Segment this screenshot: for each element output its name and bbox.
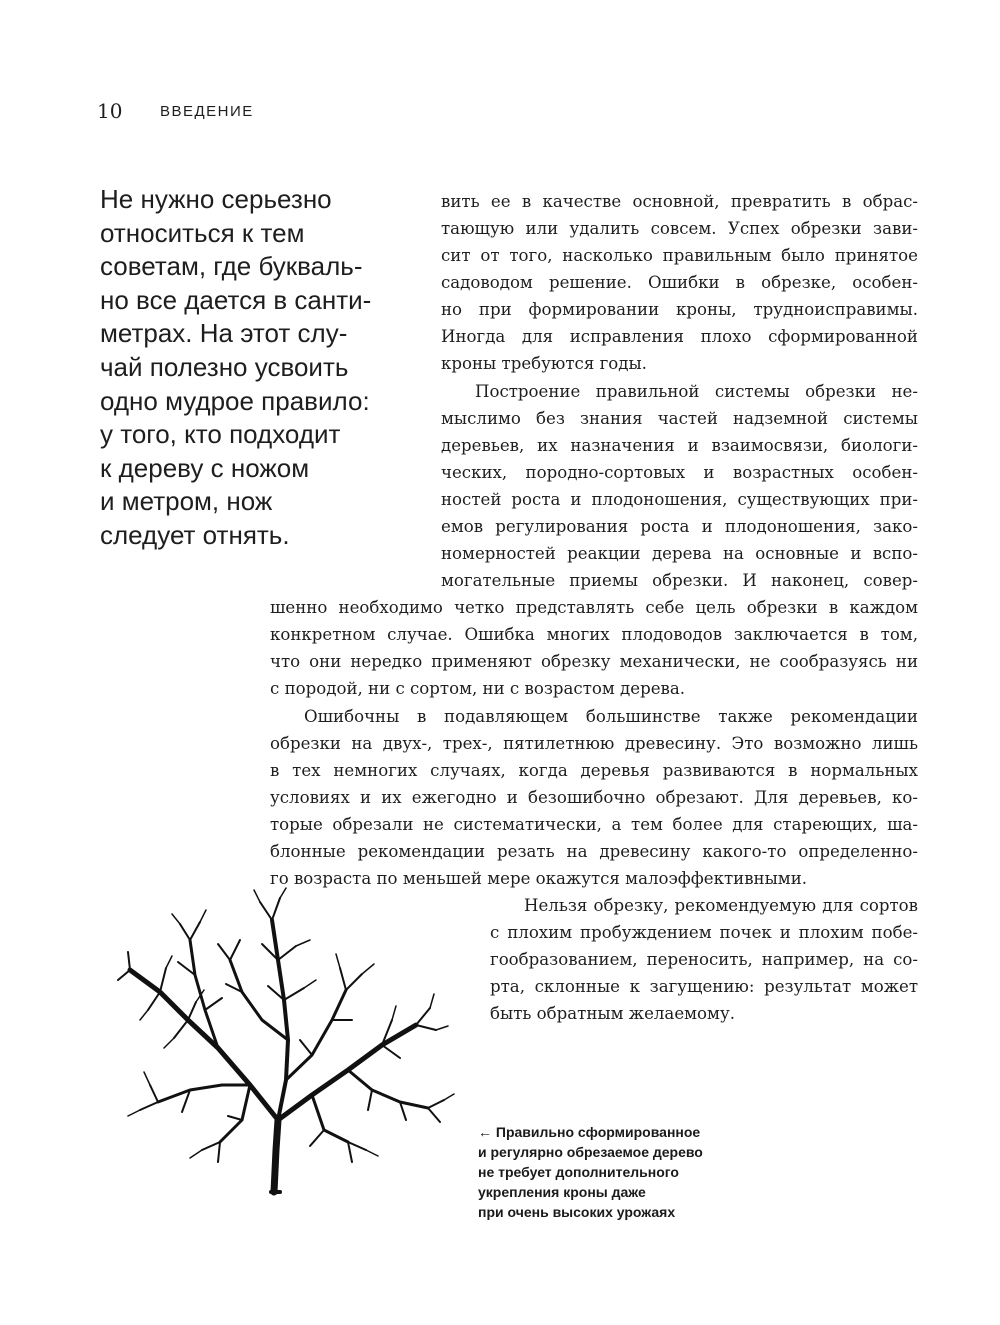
body-line: номерностей реакции дерева на основные и вспо- [441,544,918,563]
body-line: ностей роста и плодоношения, существующих при- [441,490,918,509]
caption-line: при очень высоких урожаях [478,1204,676,1220]
body-line: го возраста по меньшей мере окажутся малоэффективными. [270,869,808,888]
body-line: кроны требуются годы. [441,354,647,373]
figure-caption [478,1122,778,1222]
body-line: деревьев, их назначения и взаимосвязи, биологи- [441,436,918,455]
pull-quote-line: чай полезно усвоить [100,351,349,382]
pull-quote-line: и метром, нож [100,486,273,517]
body-line: емов регулирования роста и плодоношения, зако- [441,517,918,536]
body-line: что они нередко применяют обрезку механически, не сообразуясь ни [270,652,918,671]
body-line: Нельзя обрезку, рекомендуемую для сортов [524,896,918,915]
body-line: мыслимо без знания частей надземной системы [441,409,918,428]
body-line: с плохим пробуждением почек и плохим побе- [490,923,918,942]
caption-line: и регулярно обрезаемое дерево [478,1144,703,1160]
pull-quote-line: следует отнять. [100,519,290,550]
pull-quote-line: относиться к тем [100,217,305,248]
body-line: Ошибочны в подавляющем большинстве также рекомендации [304,707,918,726]
body-line: но при формировании кроны, трудноисправимы. [441,300,918,319]
body-line: в тех немногих случаях, когда деревья развиваются в нормальных [270,761,918,780]
pull-quote [100,183,420,553]
pull-quote-line: но все дается в санти- [100,284,372,315]
body-line: с породой, ни с сортом, ни с возрастом дерева. [270,679,686,698]
body-line: садоводом решение. Ошибки в обрезке, особен- [441,273,918,292]
body-line: рта, склонные к загущению: результат может [490,977,918,996]
pull-quote-line: к дереву с ножом [100,452,310,483]
body-line: условиях и их ежегодно и безошибочно обрезают. Для деревьев, ко- [270,788,918,807]
body-line: блонные рекомендации резать на древесину какого-то определенно- [270,842,918,861]
body-line: быть обратным желаемому. [490,1004,735,1023]
section-title: ВВЕДЕНИЕ [160,103,254,120]
pull-quote-line: одно мудрое правило: [100,385,370,416]
pull-quote-line: Не нужно серьезно [100,184,332,214]
caption-line: укрепления кроны даже [478,1184,646,1200]
caption-line: не требует дополнительного [478,1164,679,1180]
page-number: 10 [97,99,123,123]
pruned-tree-icon [100,880,460,1210]
body-line: сит от того, насколько правильным было принятое [441,246,918,265]
body-line: обрезки на двух-, трех-, пятилетнюю древесину. Это возможно лишь [270,734,918,753]
body-line: гообразованием, переносить, например, на со- [490,950,918,969]
body-line: вить ее в качестве основной, превратить в обрас- [441,192,918,211]
pruned-tree-illustration [100,880,460,1214]
body-line: конкретном случае. Ошибка многих плодоводов заключается в том, [270,625,918,644]
body-line: ческих, породно-сортовых и возрастных особен- [441,463,918,482]
caption-line: ← Правильно сформированное [478,1124,701,1140]
body-line: тающую или удалить совсем. Успех обрезки зави- [441,219,918,238]
body-line: Иногда для исправления плохо сформированной [441,327,918,346]
pull-quote-line: у того, кто подходит [100,419,341,450]
body-line: торые обрезали не систематически, а тем более для стареющих, ша- [270,815,918,834]
body-line: шенно необходимо четко представлять себе цель обрезки в каждом [270,598,918,617]
pull-quote-line: советам, где букваль- [100,251,363,282]
body-line: Построение правильной системы обрезки не- [475,382,918,401]
pull-quote-line: метрах. На этот слу- [100,318,348,349]
body-line: могательные приемы обрезки. И наконец, совер- [441,571,918,590]
